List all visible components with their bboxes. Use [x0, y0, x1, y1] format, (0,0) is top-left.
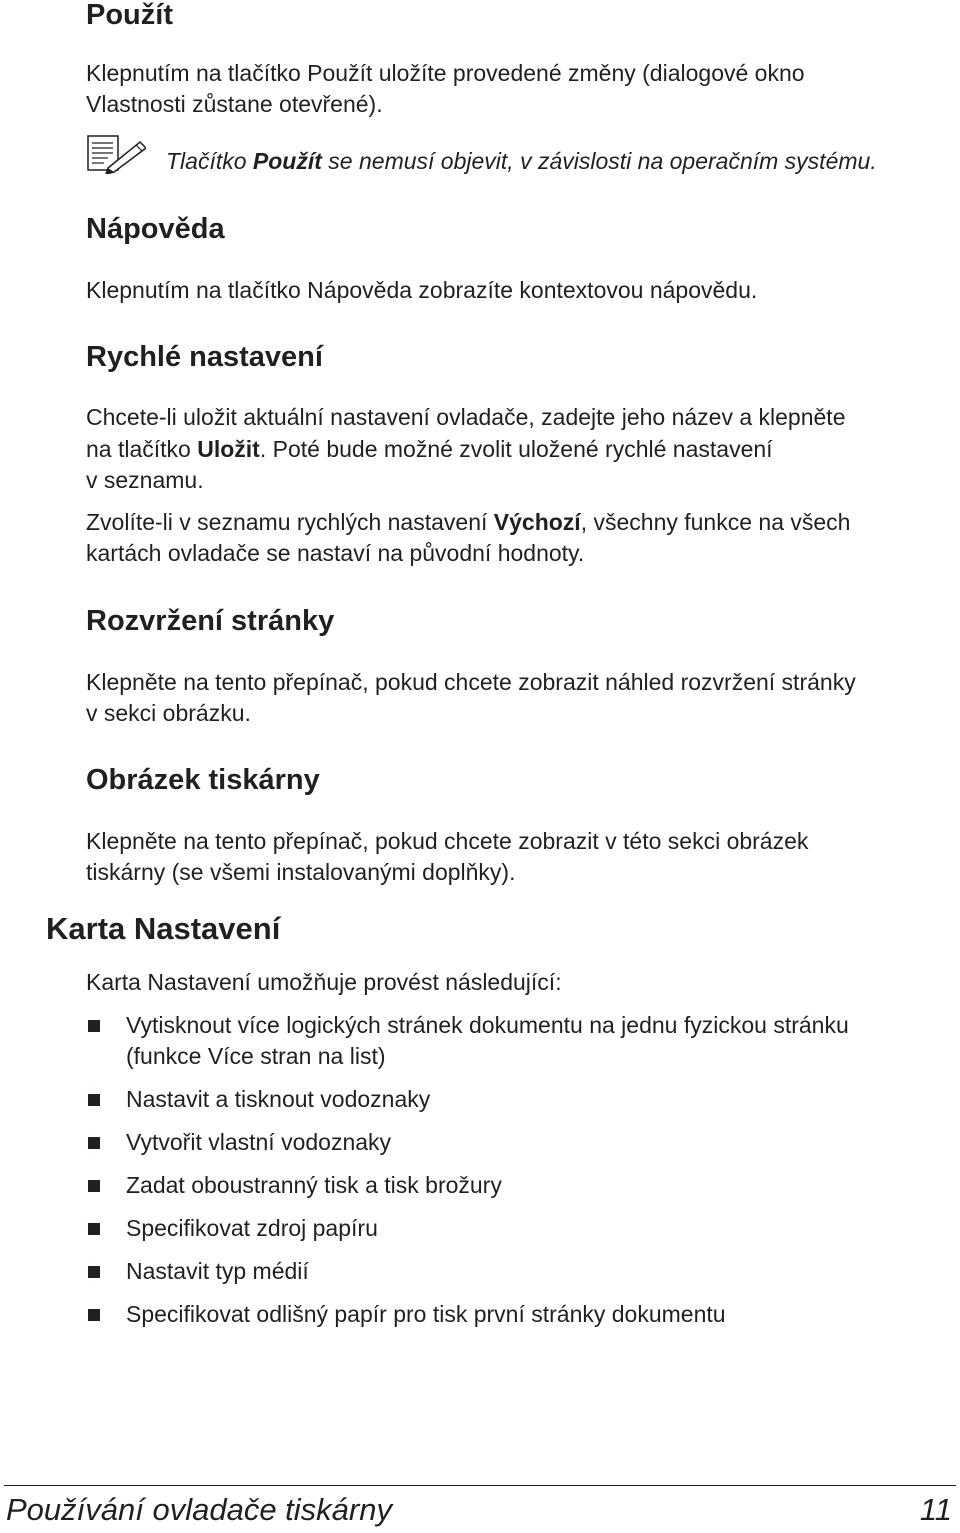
quick-text-p2-line2: kartách ovladače se nastaví na původní hodnoty. — [86, 540, 585, 566]
heading-quick-settings: Rychlé nastavení — [86, 341, 323, 373]
list-item-text-cont: (funkce Více stran na list) — [126, 1043, 386, 1069]
footer-title: Používání ovladače tiskárny — [6, 1492, 392, 1527]
apply-text-line1: Klepnutím na tlačítko Použít uložíte provedené změny (dialogové okno — [86, 60, 805, 86]
apply-text-line2: Vlastnosti zůstane otevřené). — [86, 91, 383, 117]
quick-text-p1-line2 — [86, 434, 773, 465]
layout-text-line2: v sekci obrázku. — [86, 700, 251, 726]
list-item — [86, 1299, 849, 1330]
bullet-square-icon — [88, 1020, 100, 1032]
list-item-text: Specifikovat zdroj papíru — [126, 1215, 378, 1241]
bullet-square-icon — [88, 1180, 100, 1192]
list-item-text: Zadat oboustranný tisk a tisk brožury — [126, 1172, 502, 1198]
list-item — [86, 1170, 849, 1201]
note-text-bold: Použít — [252, 148, 322, 174]
quick-p1-bold: Uložit — [197, 436, 260, 462]
list-item — [86, 1084, 849, 1115]
note-text — [166, 146, 877, 177]
list-item — [86, 1010, 849, 1072]
list-item-text: Nastavit typ médií — [126, 1258, 309, 1284]
printer-image-text-line2: tiskárny (se všemi instalovanými doplňky). — [86, 859, 516, 885]
list-item-text: Nastavit a tisknout vodoznaky — [126, 1086, 431, 1112]
list-item-text: Specifikovat odlišný papír pro tisk první stránky dokumentu — [126, 1301, 726, 1327]
bullet-square-icon — [88, 1266, 100, 1278]
quick-p2-bold: Výchozí — [493, 509, 581, 535]
bullet-square-icon — [88, 1094, 100, 1106]
heading-help: Nápověda — [86, 213, 225, 245]
footer-divider — [4, 1485, 956, 1486]
bullet-square-icon — [88, 1137, 100, 1149]
quick-p1-pre: na tlačítko — [86, 436, 198, 462]
quick-text-p2-line1 — [86, 507, 850, 538]
note-text-post: se nemusí objevit, v závislosti na operačním systému. — [321, 148, 877, 174]
heading-page-layout: Rozvržení stránky — [86, 605, 335, 637]
heading-settings-tab: Karta Nastavení — [46, 911, 281, 946]
quick-p1-post: . Poté bude možné zvolit uložené rychlé nastavení — [259, 436, 773, 462]
heading-apply: Použít — [86, 0, 173, 31]
bullet-square-icon — [88, 1223, 100, 1235]
note-pencil-icon — [86, 134, 146, 174]
quick-text-p1-line1: Chcete-li uložit aktuální nastavení ovladače, zadejte jeho název a klepněte — [86, 404, 846, 430]
list-item-text: Vytvořit vlastní vodoznaky — [126, 1129, 392, 1155]
quick-p2-post: , všechny funkce na všech — [580, 509, 851, 535]
bullet-square-icon — [88, 1309, 100, 1321]
heading-printer-image: Obrázek tiskárny — [86, 764, 320, 796]
settings-tab-list — [86, 1010, 849, 1342]
list-item — [86, 1256, 849, 1287]
page-number: 11 — [919, 1492, 952, 1527]
quick-text-p1-line3: v seznamu. — [86, 467, 204, 493]
quick-p2-pre: Zvolíte-li v seznamu rychlých nastavení — [86, 509, 494, 535]
settings-tab-intro: Karta Nastavení umožňuje provést následující: — [86, 969, 562, 995]
note-text-pre: Tlačítko — [166, 148, 253, 174]
list-item — [86, 1213, 849, 1244]
layout-text-line1: Klepněte na tento přepínač, pokud chcete zobrazit náhled rozvržení stránky — [86, 669, 856, 695]
printer-image-text-line1: Klepněte na tento přepínač, pokud chcete zobrazit v této sekci obrázek — [86, 828, 809, 854]
list-item — [86, 1127, 849, 1158]
help-text: Klepnutím na tlačítko Nápověda zobrazíte kontextovou nápovědu. — [86, 277, 758, 303]
list-item-text: Vytisknout více logických stránek dokumentu na jednu fyzickou stránku — [126, 1012, 849, 1038]
